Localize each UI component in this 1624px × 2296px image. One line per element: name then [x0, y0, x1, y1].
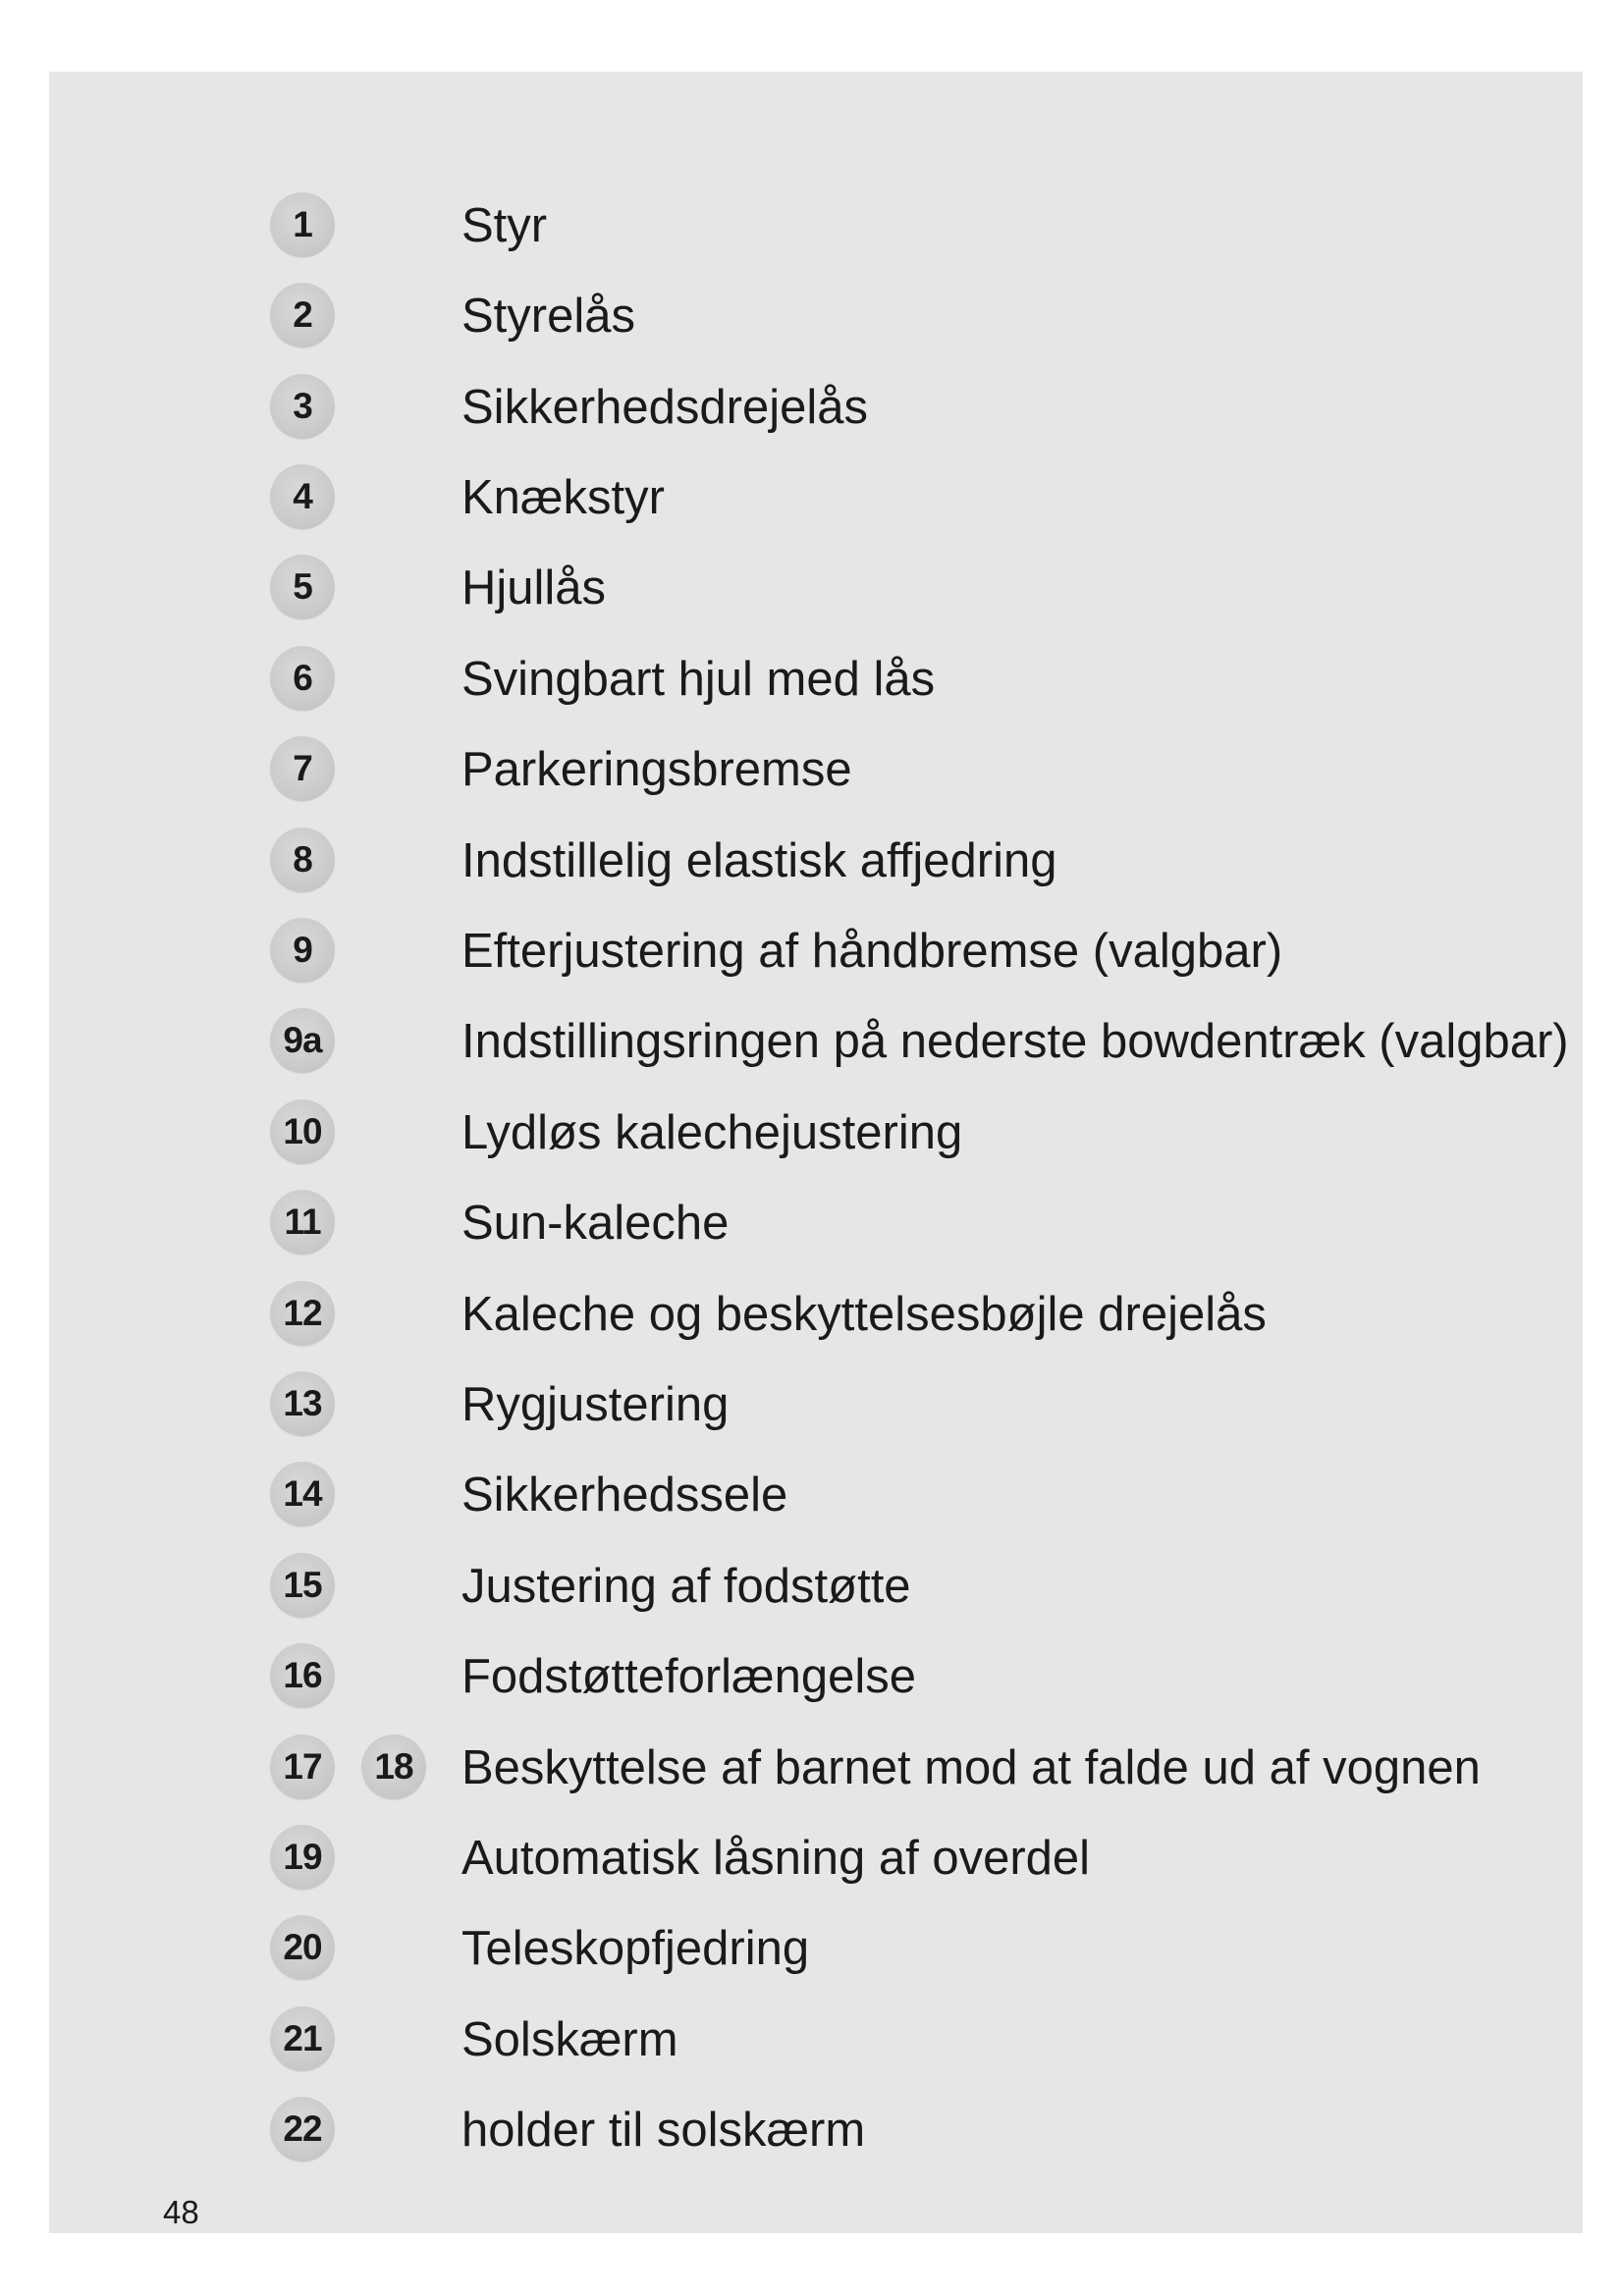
list-item [49, 635, 1583, 723]
item-number-badge: 4 [270, 464, 335, 529]
item-label: Indstillelig elastisk affjedring [461, 834, 1057, 887]
item-label: holder til solskærm [461, 2104, 866, 2157]
list-item [49, 2086, 1583, 2174]
list-item [49, 182, 1583, 270]
item-number-badge: 20 [270, 1915, 335, 1980]
page-number: 48 [163, 2194, 199, 2230]
item-number-badge: 8 [270, 828, 335, 892]
item-number-badge: 13 [270, 1371, 335, 1436]
content-panel [49, 72, 1583, 2233]
item-label: Justering af fodstøtte [461, 1560, 911, 1613]
item-label: Indstillingsringen på nederste bowdentræk (valgbar) [461, 1015, 1569, 1068]
item-label: Efterjustering af håndbremse (valgbar) [461, 925, 1283, 978]
item-secondary-number-badge: 18 [361, 1735, 426, 1799]
list-item [49, 817, 1583, 905]
item-number-badge: 5 [270, 555, 335, 619]
list-item [49, 1632, 1583, 1721]
item-number-badge: 17 [270, 1735, 335, 1799]
item-label: Parkeringsbremse [461, 743, 852, 796]
list-item [49, 544, 1583, 632]
item-label: Knækstyr [461, 471, 665, 524]
list-item [49, 1451, 1583, 1539]
item-label: Beskyttelse af barnet mod at falde ud af vognen [461, 1741, 1481, 1794]
item-number-badge: 6 [270, 646, 335, 711]
item-label: Lydløs kalechejustering [461, 1106, 963, 1159]
list-item [49, 272, 1583, 360]
item-number-badge: 12 [270, 1281, 335, 1346]
list-item [49, 1996, 1583, 2084]
list-item [49, 1361, 1583, 1449]
item-label: Styr [461, 199, 548, 252]
item-label: Fodstøtteforlængelse [461, 1650, 916, 1703]
item-number-badge: 1 [270, 192, 335, 257]
list-item [49, 1542, 1583, 1630]
item-label: Rygjustering [461, 1378, 730, 1431]
item-number-badge: 15 [270, 1553, 335, 1618]
item-label: Styrelås [461, 290, 636, 343]
list-item [49, 1270, 1583, 1359]
item-number-badge: 14 [270, 1462, 335, 1526]
item-label: Kaleche og beskyttelsesbøjle drejelås [461, 1288, 1267, 1341]
item-label: Sikkerhedsdrejelås [461, 381, 868, 434]
item-label: Hjullås [461, 561, 607, 614]
item-number-badge: 3 [270, 374, 335, 439]
item-number-badge: 9a [270, 1008, 335, 1073]
item-label: Teleskopfjedring [461, 1922, 810, 1975]
item-number-badge: 19 [270, 1825, 335, 1890]
list-item [49, 1814, 1583, 1902]
item-label: Sun-kaleche [461, 1197, 730, 1250]
list-item [49, 725, 1583, 814]
item-number-badge: 21 [270, 2006, 335, 2071]
list-item [49, 997, 1583, 1086]
list-item [49, 363, 1583, 452]
item-number-badge: 9 [270, 918, 335, 983]
item-label: Solskærm [461, 2013, 678, 2066]
list-item [49, 454, 1583, 542]
item-label: Automatisk låsning af overdel [461, 1832, 1091, 1885]
list-item [49, 1904, 1583, 1993]
item-number-badge: 16 [270, 1643, 335, 1708]
item-number-badge: 7 [270, 736, 335, 801]
item-number-badge: 22 [270, 2097, 335, 2162]
list-item [49, 907, 1583, 995]
list-item [49, 1724, 1583, 1812]
item-label: Sikkerhedssele [461, 1468, 788, 1522]
item-number-badge: 10 [270, 1099, 335, 1164]
item-label: Svingbart hjul med lås [461, 653, 936, 706]
list-item [49, 1089, 1583, 1177]
item-number-badge: 11 [270, 1190, 335, 1255]
item-number-badge: 2 [270, 283, 335, 347]
list-item [49, 1179, 1583, 1267]
